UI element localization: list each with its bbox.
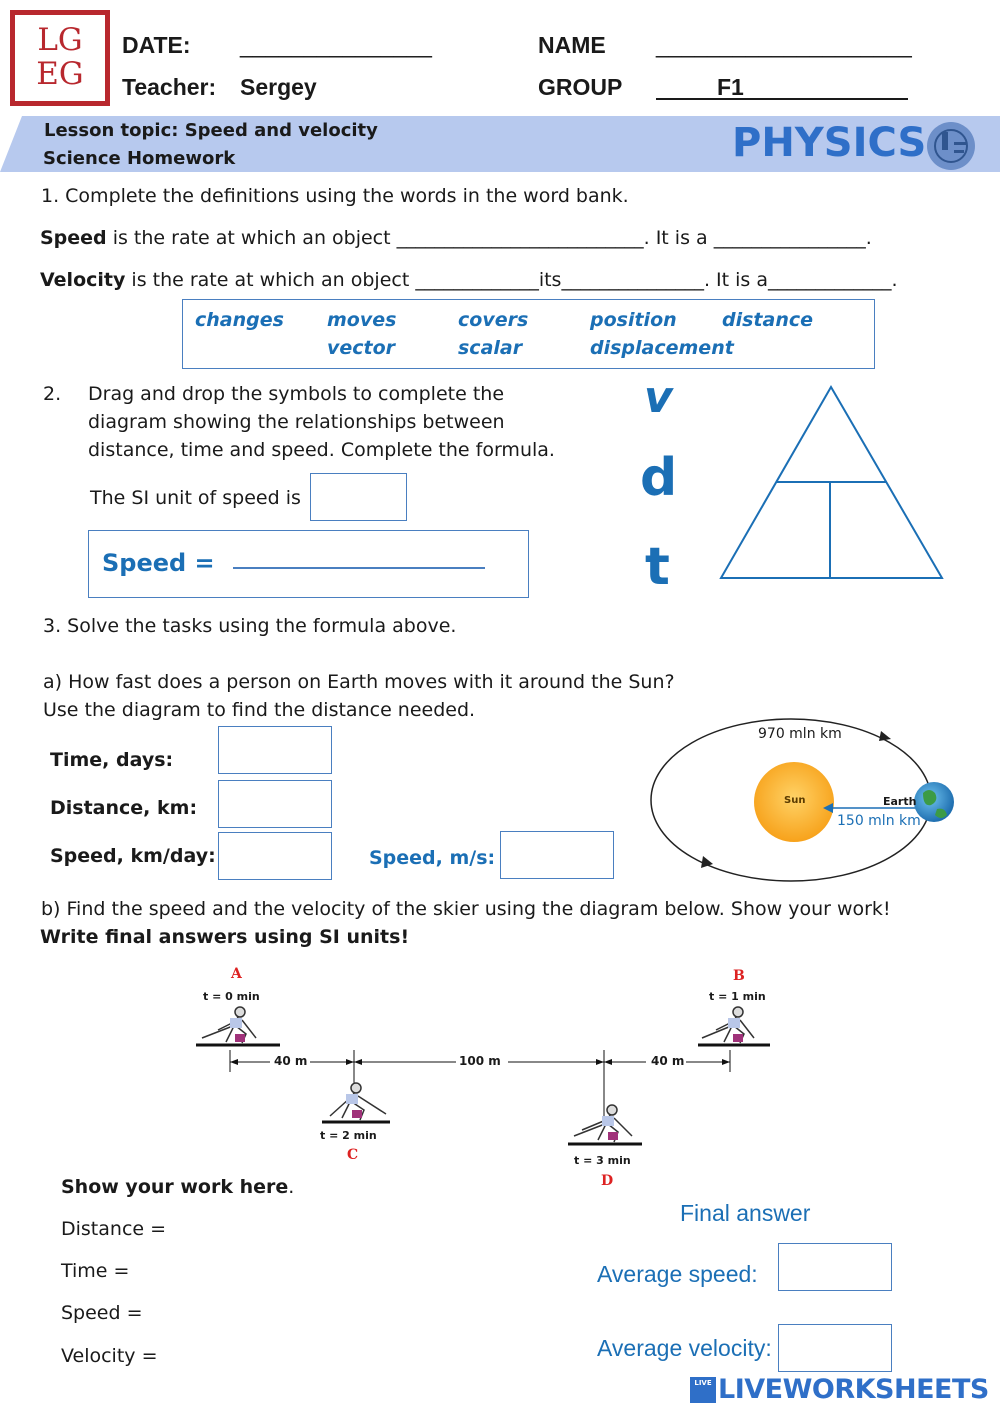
orbit-length-label: 970 mln km <box>758 726 842 742</box>
q3b-prompt: b) Find the speed and the velocity of the skier using the diagram below. Show your work! <box>41 898 891 920</box>
q2-line-3: distance, time and speed. Complete the formula. <box>88 439 555 461</box>
work-title-period: . <box>288 1176 295 1198</box>
lesson-topic: Lesson topic: Speed and velocity <box>44 120 378 141</box>
liveworksheets-logo[interactable]: LIVEWORKSHEETS <box>718 1374 989 1405</box>
q2-line-2: diagram showing the relationships between <box>88 411 505 433</box>
word-moves[interactable]: moves <box>327 309 397 331</box>
skier-diagram <box>190 1000 780 1180</box>
velocity-definition[interactable]: is the rate at which an object _____________its_______________. It is a_____________. <box>125 269 898 291</box>
q3a-prompt: a) How fast does a person on Earth moves with it around the Sun? <box>43 671 675 693</box>
word-covers[interactable]: covers <box>458 309 529 331</box>
work-speed[interactable]: Speed = <box>61 1302 143 1324</box>
speed-term: Speed <box>40 227 107 249</box>
work-title <box>61 1176 294 1198</box>
q2-number: 2. <box>43 383 62 405</box>
name-field[interactable]: ____________________ <box>656 32 912 58</box>
avg-speed-label: Average speed: <box>597 1261 758 1287</box>
final-answer-title: Final answer <box>680 1200 811 1226</box>
logo-line-1: LG <box>37 22 83 58</box>
time-days-input[interactable] <box>218 726 332 774</box>
date-label: DATE: <box>122 32 191 58</box>
point-d-time: t = 3 min <box>574 1154 631 1167</box>
point-c-letter: C <box>347 1147 359 1163</box>
avg-velocity-label: Average velocity: <box>597 1335 772 1361</box>
velocity-term: Velocity <box>40 269 126 291</box>
symbol-v[interactable]: v <box>644 372 673 423</box>
work-velocity[interactable]: Velocity = <box>61 1345 158 1367</box>
point-d-letter: D <box>601 1173 614 1189</box>
date-field[interactable]: _______________ <box>240 32 432 58</box>
speed-kmday-label: Speed, km/day: <box>50 845 216 867</box>
speed-definition[interactable]: is the rate at which an object __________________________. It is a ________________. <box>106 227 872 249</box>
word-vector[interactable]: vector <box>327 337 396 359</box>
word-distance[interactable]: distance <box>722 309 814 331</box>
point-b-time: t = 1 min <box>709 990 766 1003</box>
point-a-letter: A <box>231 966 242 982</box>
q1-speed-line <box>40 227 872 249</box>
q1-prompt: 1. Complete the definitions using the words in the word bank. <box>41 185 629 207</box>
point-c-time: t = 2 min <box>320 1129 377 1142</box>
distance-km-input[interactable] <box>218 780 332 828</box>
si-unit-label: The SI unit of speed is <box>90 487 301 509</box>
work-time[interactable]: Time = <box>61 1260 130 1282</box>
speed-kmday-input[interactable] <box>218 832 332 880</box>
physics-atom-icon <box>924 120 978 172</box>
q3-prompt: 3. Solve the tasks using the formula above. <box>43 615 457 637</box>
name-label: NAME <box>538 32 606 58</box>
q2-line-1: Drag and drop the symbols to complete the <box>88 383 505 405</box>
orbit-radius-label: 150 mln km <box>837 813 921 829</box>
q3a-sub: Use the diagram to find the distance needed. <box>43 699 476 721</box>
word-changes[interactable]: changes <box>195 309 284 331</box>
triangle-slot-right[interactable] <box>840 500 900 562</box>
earth-label: Earth <box>883 795 917 808</box>
q3b-sub: Write final answers using SI units! <box>40 926 410 948</box>
speed-ms-input[interactable] <box>500 831 614 879</box>
avg-velocity-input[interactable] <box>778 1324 892 1372</box>
triangle-slot-top[interactable] <box>800 425 860 477</box>
teacher-value: Sergey <box>240 74 317 100</box>
segment-cd-label: 100 m <box>459 1054 501 1068</box>
work-title-text: Show your work here <box>61 1176 289 1198</box>
logo-line-2: EG <box>36 56 84 92</box>
segment-ac-label: 40 m <box>274 1054 308 1068</box>
speed-formula-line[interactable] <box>233 567 485 569</box>
sun-label: Sun <box>784 795 806 806</box>
word-scalar[interactable]: scalar <box>458 337 523 359</box>
speed-formula-label: Speed = <box>102 549 215 577</box>
formula-triangle <box>718 385 946 581</box>
teacher-label: Teacher: <box>122 74 217 100</box>
segment-db-label: 40 m <box>651 1054 685 1068</box>
group-underline <box>656 98 908 100</box>
word-position[interactable]: position <box>590 309 677 331</box>
work-distance[interactable]: Distance = <box>61 1218 167 1240</box>
science-homework: Science Homework <box>43 148 236 169</box>
word-displacement[interactable]: displacement <box>590 337 734 359</box>
group-label: GROUP <box>538 74 623 100</box>
speed-ms-label: Speed, m/s: <box>369 847 496 869</box>
badge-text: LIVE <box>694 1379 712 1387</box>
physics-title: PHYSICS <box>732 120 927 166</box>
point-a-time: t = 0 min <box>203 990 260 1003</box>
symbol-d[interactable]: d <box>640 448 678 508</box>
distance-km-label: Distance, km: <box>50 797 198 819</box>
liveworksheets-badge <box>690 1377 716 1403</box>
avg-speed-input[interactable] <box>778 1243 892 1291</box>
symbol-t[interactable]: t <box>645 537 670 597</box>
time-days-label: Time, days: <box>50 749 174 771</box>
group-value: F1 <box>717 74 744 100</box>
triangle-slot-left[interactable] <box>758 500 818 562</box>
school-logo <box>10 10 110 106</box>
q1-velocity-line <box>40 269 898 291</box>
point-b-letter: B <box>733 968 745 984</box>
si-unit-input[interactable] <box>310 473 407 521</box>
